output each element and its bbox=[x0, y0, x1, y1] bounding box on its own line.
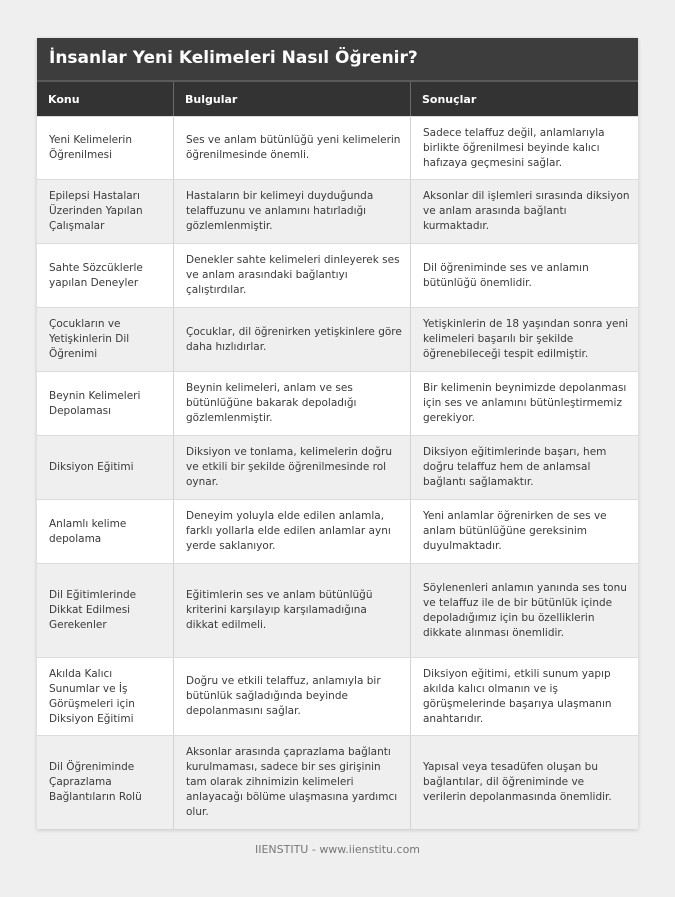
table-row bbox=[37, 307, 638, 371]
cell-results: Yapısal veya tesadüfen oluşan bu bağlantılar, dil öğreniminde ve verilerin depolanmasında önemlidir. bbox=[410, 736, 638, 829]
cell-findings: Hastaların bir kelimeyi duyduğunda telaffuzunu ve anlamını hatırladığı gözlemlenmiştir. bbox=[173, 180, 410, 243]
table-row bbox=[37, 243, 638, 307]
cell-topic: Çocukların ve Yetişkinlerin Dil Öğrenimi bbox=[49, 318, 130, 360]
table-row bbox=[37, 563, 638, 657]
cell-findings: Aksonlar arasında çaprazlama bağlantı kurulmaması, sadece bir ses girişinin tam olarak zihnimizin kelimeleri anlayacağı bölüme ulaşmasına yardımcı olur. bbox=[173, 736, 410, 829]
table-header bbox=[37, 80, 638, 116]
cell-topic: Beynin Kelimeleri Depolaması bbox=[49, 389, 141, 417]
page-title: İnsanlar Yeni Kelimeleri Nasıl Öğrenir? bbox=[37, 38, 638, 80]
cell-findings: Eğitimlerin ses ve anlam bütünlüğü kriterini karşılayıp karşılamadığına dikkat edilmeli. bbox=[173, 564, 410, 657]
table-row bbox=[37, 735, 638, 829]
table-row bbox=[37, 179, 638, 243]
cell-topic: Akılda Kalıcı Sunumlar ve İş Görüşmeleri için Diksiyon Eğitimi bbox=[49, 667, 135, 725]
cell-topic: Anlamlı kelime depolama bbox=[49, 517, 127, 545]
cell-results: Sadece telaffuz değil, anlamlarıyla birlikte öğrenilmesi beyinde kalıcı hafızaya geçmesini sağlar. bbox=[410, 117, 638, 179]
cell-findings: Deneyim yoluyla elde edilen anlamla, farklı yollarla elde edilen anlamlar aynı yerde saklanıyor. bbox=[173, 500, 410, 563]
column-header-sonuclar: Sonuçlar bbox=[410, 82, 638, 116]
content-card bbox=[37, 38, 638, 829]
cell-findings: Çocuklar, dil öğrenirken yetişkinlere göre daha hızlıdırlar. bbox=[173, 308, 410, 371]
cell-results: Aksonlar dil işlemleri sırasında diksiyon ve anlam arasında bağlantı kurmaktadır. bbox=[410, 180, 638, 243]
column-header-bulgular: Bulgular bbox=[173, 82, 410, 116]
cell-results: Diksiyon eğitimi, etkili sunum yapıp akılda kalıcı olmanın ve iş görüşmelerinde başarıya ulaşmanın anahtarıdır. bbox=[410, 658, 638, 735]
cell-results: Söylenenleri anlamın yanında ses tonu ve telaffuz ile de bir bütünlük içinde depoladığımız için bu özelliklerin dikkate alınması önemlidir. bbox=[410, 564, 638, 657]
table-body bbox=[37, 116, 638, 829]
cell-findings: Beynin kelimeleri, anlam ve ses bütünlüğüne bakarak depoladığı gözlemlenmiştir. bbox=[173, 372, 410, 435]
table-row bbox=[37, 435, 638, 499]
cell-topic: Dil Öğreniminde Çaprazlama Bağlantıların Rolü bbox=[49, 761, 142, 803]
cell-results: Bir kelimenin beynimizde depolanması için ses ve anlamını bütünleştirmemiz gerekiyor. bbox=[410, 372, 638, 435]
table-row bbox=[37, 371, 638, 435]
cell-topic: Dil Eğitimlerinde Dikkat Edilmesi Gerekenler bbox=[49, 589, 137, 631]
cell-topic: Yeni Kelimelerin Öğrenilmesi bbox=[49, 134, 133, 161]
table-row bbox=[37, 116, 638, 179]
cell-topic: Epilepsi Hastaları Üzerinden Yapılan Çalışmalar bbox=[49, 190, 143, 232]
cell-findings: Doğru ve etkili telaffuz, anlamıyla bir bütünlük sağladığında beyinde depolanmasını sağlar. bbox=[173, 658, 410, 735]
cell-topic: Sahte Sözcüklerle yapılan Deneyler bbox=[49, 261, 143, 289]
cell-findings: Ses ve anlam bütünlüğü yeni kelimelerin öğrenilmesinde önemli. bbox=[173, 117, 410, 179]
footer-credit: IIENSTITU - www.iienstitu.com bbox=[254, 843, 421, 856]
cell-results: Yetişkinlerin de 18 yaşından sonra yeni kelimeleri başarılı bir şekilde öğrenebileceği tespit edilmiştir. bbox=[410, 308, 638, 371]
column-header-konu: Konu bbox=[48, 93, 80, 106]
cell-results: Yeni anlamlar öğrenirken de ses ve anlam bütünlüğüne gereksinim duyulmaktadır. bbox=[410, 500, 638, 563]
cell-findings: Denekler sahte kelimeleri dinleyerek ses ve anlam arasındaki bağlantıyı çalıştırdılar. bbox=[173, 244, 410, 307]
cell-results: Diksiyon eğitimlerinde başarı, hem doğru telaffuz hem de anlamsal bağlantı sağlamaktır. bbox=[410, 436, 638, 499]
table-row bbox=[37, 499, 638, 563]
table-row bbox=[37, 657, 638, 735]
cell-findings: Diksiyon ve tonlama, kelimelerin doğru ve etkili bir şekilde öğrenilmesinde rol oynar. bbox=[173, 436, 410, 499]
cell-results: Dil öğreniminde ses ve anlamın bütünlüğü önemlidir. bbox=[410, 244, 638, 307]
cell-topic: Diksiyon Eğitimi bbox=[49, 461, 134, 473]
